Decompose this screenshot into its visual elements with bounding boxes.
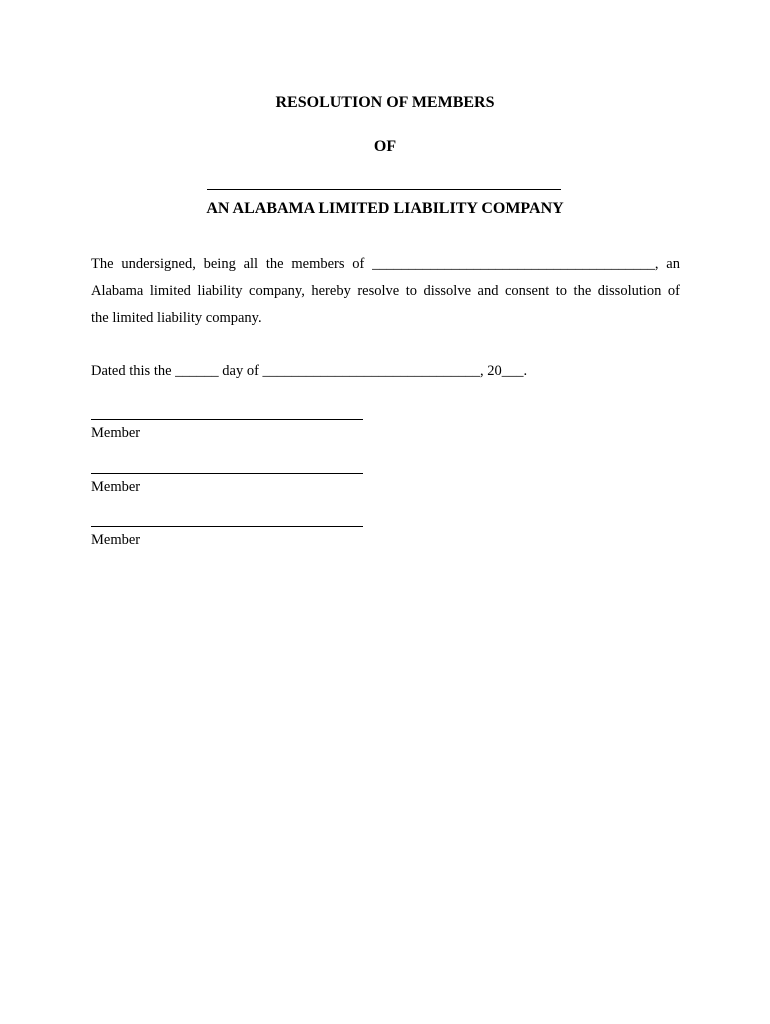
resolution-paragraph-line-2: Alabama limited liability company, hereby resolve to dissolve and consent to the dissolution of bbox=[91, 283, 680, 299]
signature-label-member: Member bbox=[91, 425, 141, 441]
resolution-paragraph-line-1: The undersigned, being all the members of _______________________________________, an bbox=[91, 256, 680, 272]
document-title-of: OF bbox=[373, 138, 397, 155]
document-subtitle: AN ALABAMA LIMITED LIABILITY COMPANY bbox=[206, 200, 564, 217]
signature-label-member: Member bbox=[91, 479, 141, 495]
signature-line bbox=[91, 526, 363, 527]
document-title: RESOLUTION OF MEMBERS bbox=[275, 94, 495, 111]
signature-line bbox=[91, 473, 363, 474]
company-name-blank-line bbox=[207, 189, 561, 190]
signature-line bbox=[91, 419, 363, 420]
resolution-paragraph-line-3: the limited liability company. bbox=[91, 310, 262, 326]
dated-line: Dated this the ______ day of ______________________________, 20___. bbox=[91, 363, 528, 379]
signature-label-member: Member bbox=[91, 532, 141, 548]
